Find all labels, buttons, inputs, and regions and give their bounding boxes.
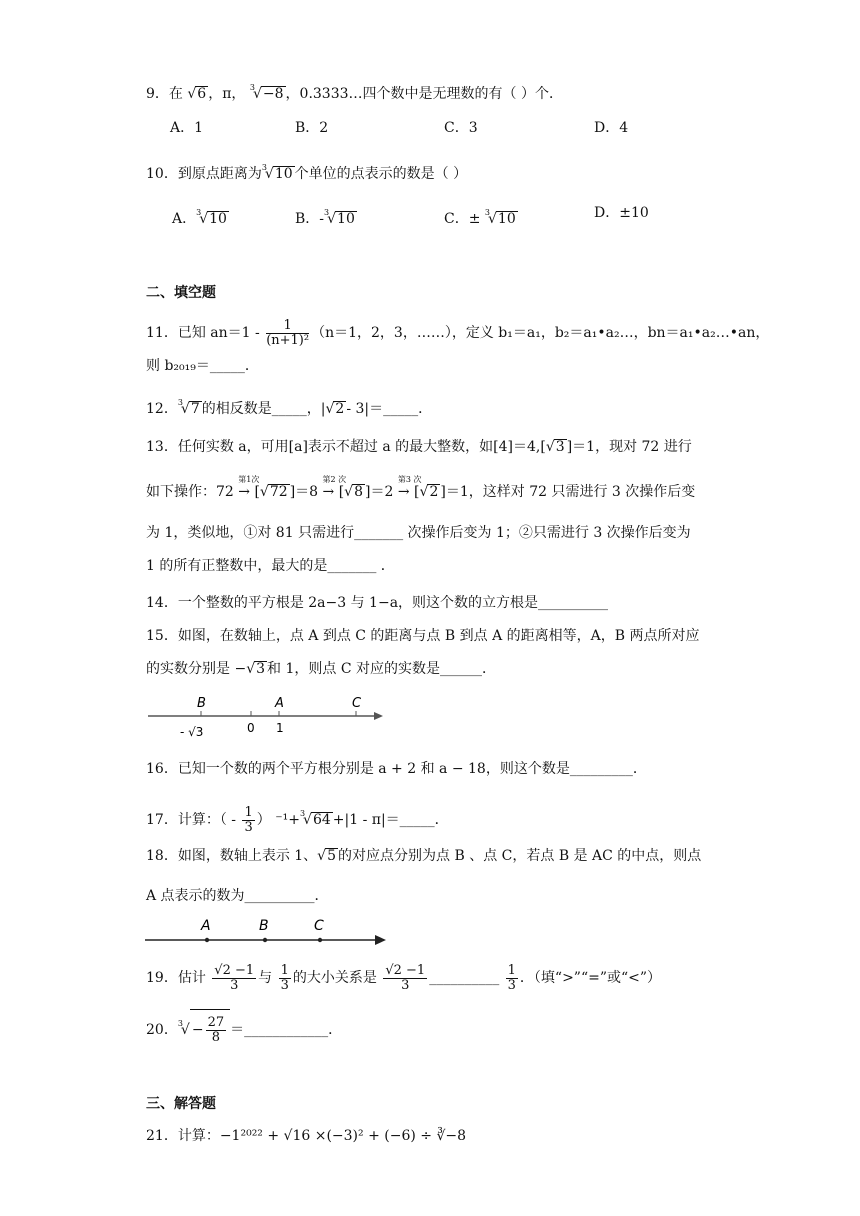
q9-option-d[interactable]: D．4 (594, 120, 629, 136)
question-19: 19．估计 $\frac{√2 -1}{3}$ 与 $\frac{1}{3}$ 的大小关系是 $\frac{√2 -1}{3}$ __________ $\frac{1}{3}$ ．（填“>”“=”或“<”） (146, 962, 662, 993)
tick-label-0: 0 (247, 721, 255, 735)
question-18: 18．如图，数轴上表示 1、√5 的对应点分别为点 B 、点 C，若点 B 是 AC 的中点，则点 (146, 848, 702, 864)
question-13-line-3: 为 1，类似地，①对 81 只需进行_______ 次操作后变为 1；②只需进行 3 次操作后变为 (146, 525, 691, 541)
question-11: 11．已知 an＝1 - $\frac{1}{\text{(n+1)²}}$ （n＝1，2，3，……），定义 b₁＝a₁，b₂＝a₁•a₂…，bn＝a₁•a₂…•an， (146, 317, 770, 348)
q9-option-c[interactable]: C．3 (444, 120, 478, 136)
point-c (318, 938, 322, 942)
fraction: $\frac{1}{\text{(n+1)²}}$ (266, 317, 310, 348)
question-18-line-2: A 点表示的数为__________． (146, 888, 329, 904)
question-17: 17．计算：（ - $\frac{1}{3}$ ） ⁻¹+$^3$√64 +|1 - π|＝_____． (146, 804, 449, 835)
question-10: 10．到原点距离为$^3$√10 个单位的点表示的数是（ ） (146, 163, 468, 182)
label-c: C (352, 696, 362, 711)
axis-arrow (375, 935, 386, 945)
question-14: 14．一个整数的平方根是 2a−3 与 1−a，则这个数的立方根是__________ (146, 595, 609, 611)
question-11-line-2: 则 b₂₀₁₉＝_____． (146, 358, 259, 374)
label-a: A (201, 918, 211, 934)
question-16: 16．已知一个数的两个平方根分别是 a + 2 和 a − 18，则这个数是_________． (146, 761, 647, 777)
question-15: 15．如图，在数轴上，点 A 到点 C 的距离与点 B 到点 A 的距离相等，A，B 两点所对应 (146, 628, 700, 644)
q10-option-a[interactable]: A．$^3$√10 (172, 208, 227, 227)
q10-option-c[interactable]: C．± $^3$√10 (444, 208, 516, 227)
tick-label-neg-sqrt3: - √3 (180, 725, 204, 739)
q10-option-b[interactable]: B．-$^3$√10 (295, 208, 355, 227)
question-12: 12．$^3$√7 的相反数是_____，|√2 - 3|＝_____． (146, 398, 433, 417)
question-13: 13．任何实数 a，可用[a]表示不超过 a 的最大整数，如[4]＝4,[√3 ]＝1，现对 72 进行 (146, 439, 692, 455)
number-line-q18 (143, 914, 393, 950)
tick-label-1: 1 (276, 721, 284, 735)
q10-option-d[interactable]: D．±10 (594, 205, 649, 221)
section-heading-fill-blank: 二、填空题 (146, 285, 216, 301)
q9-option-b[interactable]: B．2 (295, 120, 329, 136)
question-15-line-2: 的实数分别是 −√3 和 1，则点 C 对应的实数是______． (146, 661, 497, 677)
question-13-line-4: 1 的所有正整数中，最大的是_______ ． (146, 558, 395, 574)
label-b: B (259, 918, 269, 934)
section-heading-answer: 三、解答题 (146, 1096, 216, 1112)
question-21: 21．计算：−1²⁰²² + √16 ×(−3)² + (−6) ÷ ∛−8 (146, 1128, 467, 1144)
point-b (263, 938, 267, 942)
q9-option-a[interactable]: A．1 (170, 120, 204, 136)
label-c: C (314, 918, 324, 934)
number-line-q15 (145, 692, 390, 742)
label-a: A (275, 696, 284, 711)
point-a (205, 938, 209, 942)
question-9: 9．在 √6 ，π， $^3$√−8 ，0.3333…四个数中是无理数的有（ ）个． (146, 83, 563, 102)
question-13-line-2: 如下操作：72 第1次 → [√72 ]＝8 第2 次 → [√8 ]＝2 第3 次 → [√2 ]＝1，这样对 72 只需进行 3 次操作后变 (146, 475, 696, 500)
question-20: 20．$^3$√ − $\frac{27}{8}$ ＝____________． (146, 1004, 342, 1050)
label-b: B (197, 696, 206, 711)
axis-arrow (374, 712, 383, 720)
